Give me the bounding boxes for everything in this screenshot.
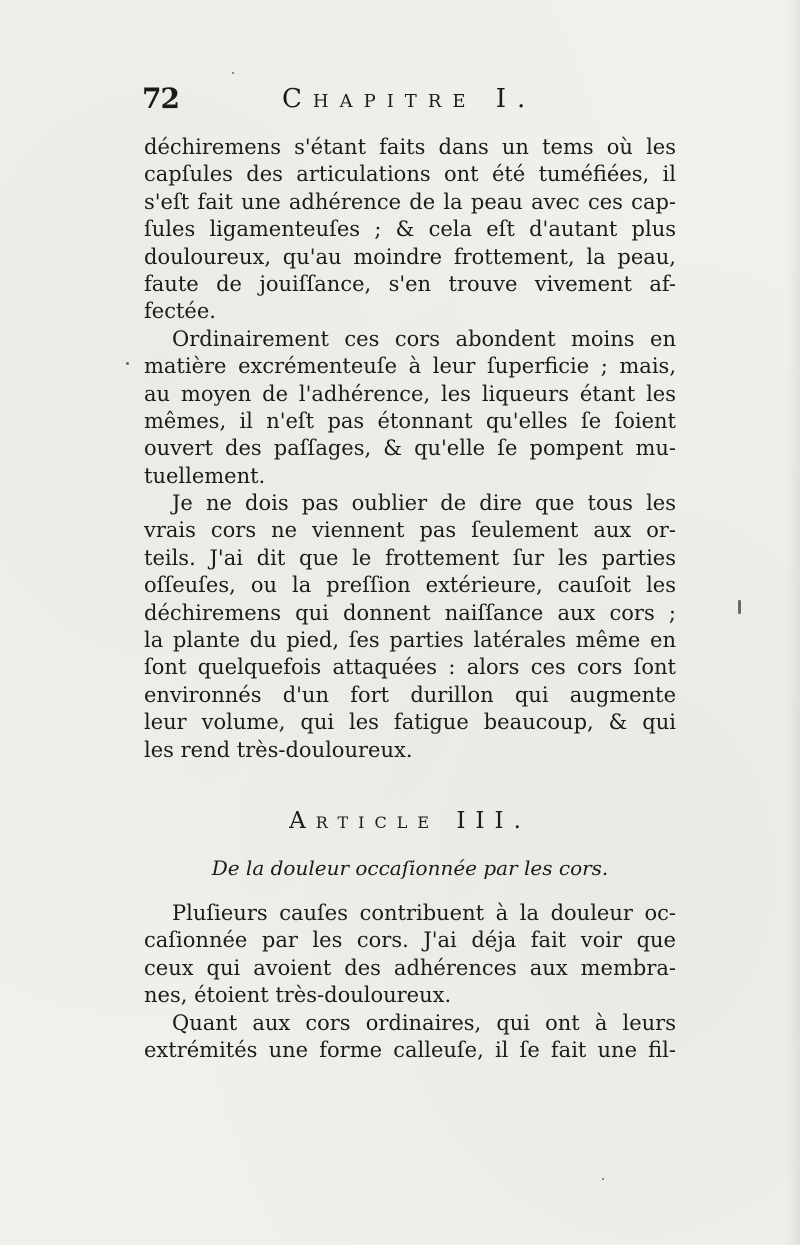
article-heading: Article III. bbox=[289, 808, 531, 834]
text-line: mêmes, il n'eſt pas étonnant qu'elles ſe ſoient bbox=[144, 408, 676, 433]
article-subtitle: De la douleur occaſionnée par les cors. bbox=[211, 856, 609, 880]
text-line: fectée. bbox=[144, 299, 216, 324]
text-line: s'eſt fait une adhérence de la peau avec ces cap- bbox=[144, 189, 676, 214]
paper-speck bbox=[602, 1178, 604, 1180]
text-line: faute de jouiſſance, s'en trouve vivement af- bbox=[144, 271, 676, 296]
text-line: Pluſieurs cauſes contribuent à la douleur oc- bbox=[172, 901, 676, 925]
text-line: nes, étoient très-douloureux. bbox=[144, 983, 452, 1008]
text-line: Ordinairement ces cors abondent moins en bbox=[172, 326, 676, 351]
text-line: caſionnée par les cors. J'ai déja fait voir que bbox=[144, 928, 676, 953]
text-line: au moyen de l'adhérence, les liqueurs étant les bbox=[144, 381, 676, 406]
text-line: ſules ligamenteuſes ; & cela eſt d'autant plus bbox=[144, 217, 676, 242]
text-line: douloureux, qu'au moindre frottement, la peau, bbox=[144, 244, 676, 269]
text-line: déchiremens s'étant faits dans un tems où les bbox=[144, 135, 676, 159]
text-line: Quant aux cors ordinaires, qui ont à leurs bbox=[172, 1010, 676, 1035]
paper-speck bbox=[126, 362, 129, 365]
page-edge-shadow bbox=[786, 0, 800, 1245]
text-line: vrais cors ne viennent pas ſeulement aux or- bbox=[144, 518, 676, 543]
text-line: capſules des articulations ont été tuméfiées, il bbox=[144, 162, 676, 187]
running-head: Chapitre I. bbox=[282, 84, 537, 114]
page-header bbox=[142, 82, 682, 122]
text-line: teils. J'ai dit que le frottement ſur les parties bbox=[144, 545, 676, 570]
text-line: extrémités une forme calleuſe, il ſe fait une fil- bbox=[144, 1037, 676, 1062]
text-line: ouvert des paſſages, & qu'elle ſe pompent mu- bbox=[144, 436, 676, 461]
text-line: ceux qui avoient des adhérences aux membra- bbox=[144, 955, 676, 980]
text-line: les rend très-douloureux. bbox=[144, 737, 413, 762]
text-line: tuellement. bbox=[144, 463, 266, 488]
text-line: environnés d'un fort durillon qui augmente bbox=[144, 682, 676, 707]
text-line: leur volume, qui les fatigue beaucoup, & qui bbox=[144, 710, 676, 735]
text-line: ſont quelquefois attaquées : alors ces cors ſont bbox=[144, 655, 676, 680]
text-line: matière excrémenteuſe à leur ſuperficie ; mais, bbox=[144, 354, 676, 379]
text-line: Je ne dois pas oublier de dire que tous les bbox=[172, 491, 676, 516]
paper-speck bbox=[738, 600, 741, 614]
body-text-bottom bbox=[144, 900, 676, 1064]
text-line: oſſeuſes, ou la preſſion extérieure, cauſoit les bbox=[144, 573, 676, 598]
paper-speck bbox=[232, 72, 234, 74]
text-line: la plante du pied, ſes parties latérales même en bbox=[144, 628, 676, 653]
page-number: 72 bbox=[142, 82, 179, 115]
text-line: déchiremens qui donnent naiſſance aux cors ; bbox=[144, 600, 676, 625]
body-text-top bbox=[144, 134, 676, 764]
